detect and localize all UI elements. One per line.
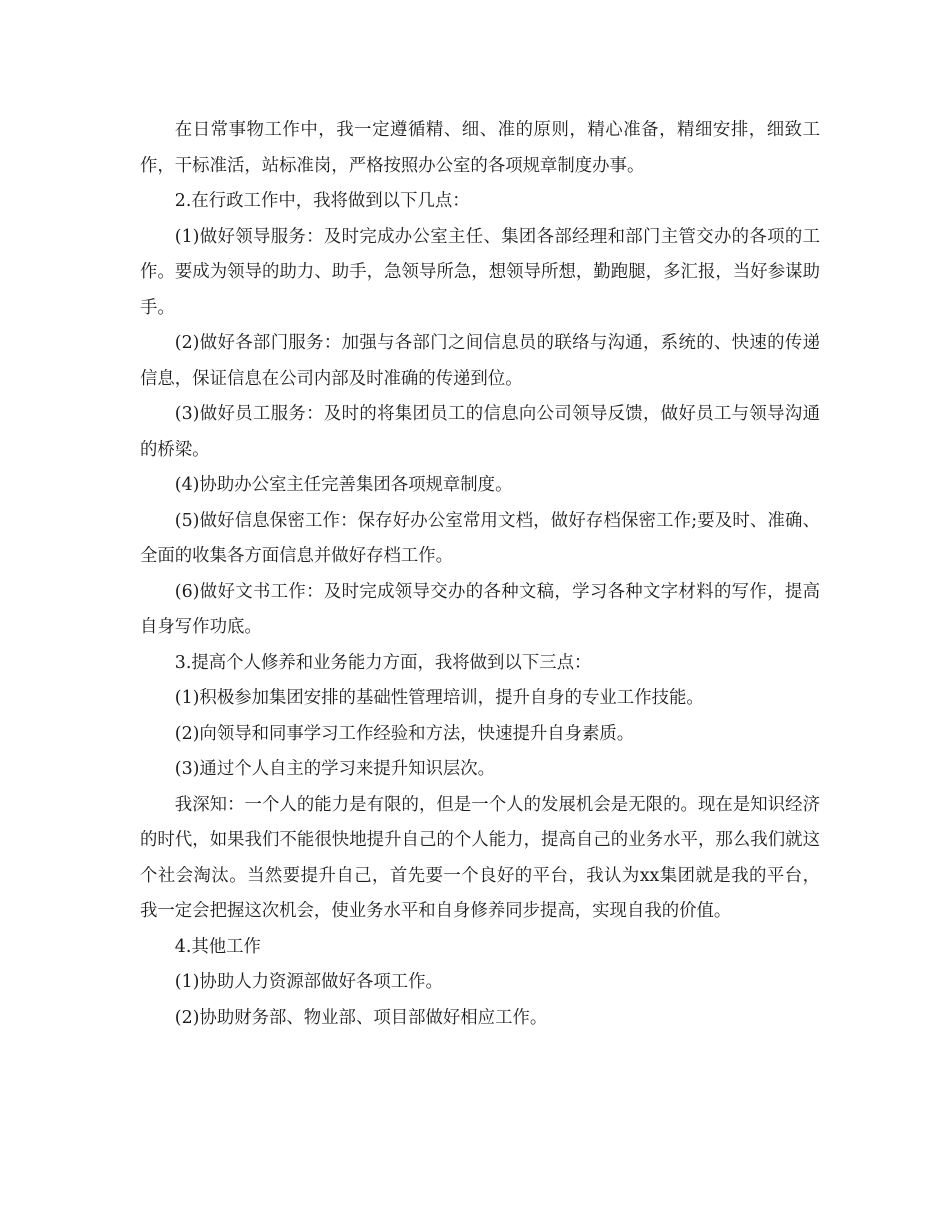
list-item-staff-service: (3)做好员工服务：及时的将集团员工的信息向公司领导反馈，做好员工与领导沟通的桥梁。 <box>140 404 820 460</box>
paragraph-reflection: 我深知：一个人的能力是有限的，但是一个人的发展机会是无限的。现在是知识经济的时代，如果我们不能很快地提升自己的个人能力，提高自己的业务水平，那么我们就这个社会淘汰。当然要提升自己，首先要一个良好的平台，我认为xx集团就是我的平台，我一定会把握这次机会，使业务水平和自身修养同步提高，实现自我的价值。 <box>140 794 820 921</box>
heading-admin-work: 2.在行政工作中，我将做到以下几点： <box>174 191 470 211</box>
list-item-finance-assist: (2)协助财务部、物业部、项目部做好相应工作。 <box>174 1007 548 1028</box>
list-item-leader-service: (1)做好领导服务：及时完成办公室主任、集团各部经理和部门主管交办的各项的工作。要成为领导的助力、助手，急领导所急，想领导所想，勤跑腿，多汇报，当好参谋助手。 <box>140 226 820 318</box>
list-item-department-service: (2)做好各部门服务：加强与各部门之间信息员的联络与沟通，系统的、快速的传递信息，保证信息在公司内部及时准确的传递到位。 <box>140 333 820 389</box>
list-item-training: (1)积极参加集团安排的基础性管理培训，提升自身的专业工作技能。 <box>174 688 704 708</box>
list-item-regulations: (4)协助办公室主任完善集团各项规章制度。 <box>174 475 513 495</box>
list-item-learn-from-colleagues: (2)向领导和同事学习工作经验和方法，快速提升自身素质。 <box>174 723 635 744</box>
list-item-self-study: (3)通过个人自主的学习来提升知识层次。 <box>174 759 496 779</box>
paragraph-daily-work: 在日常事物工作中，我一定遵循精、细、准的原则，精心准备，精细安排，细致工作，干标准活，站标准岗，严格按照办公室的各项规章制度办事。 <box>140 120 820 176</box>
list-item-confidentiality: (5)做好信息保密工作：保存好办公室常用文档，做好存档保密工作;要及时、准确、全面的收集各方面信息并做好存档工作。 <box>140 510 820 566</box>
heading-other-work: 4.其他工作 <box>174 936 261 957</box>
list-item-hr-assist: (1)协助人力资源部做好各项工作。 <box>174 972 443 992</box>
heading-self-improvement: 3.提高个人修养和业务能力方面，我将做到以下三点： <box>174 652 592 673</box>
document-body <box>140 113 820 1036</box>
list-item-documents: (6)做好文书工作：及时完成领导交办的各种文稿，学习各种文字材料的写作，提高自身写作功底。 <box>140 581 820 637</box>
